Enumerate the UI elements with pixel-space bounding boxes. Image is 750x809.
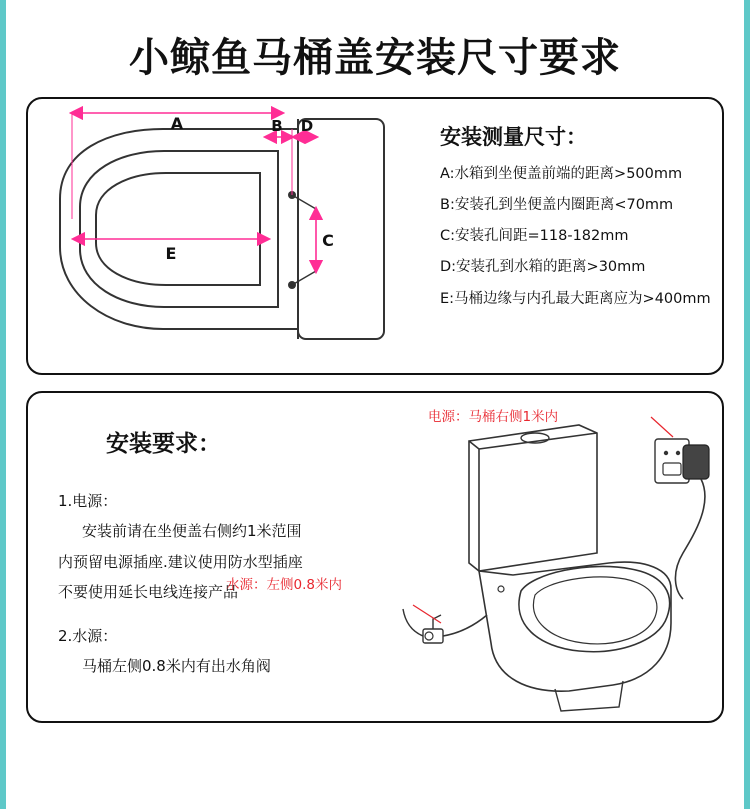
requirement-water-title: 2.水源： [58,627,118,645]
svg-text:C: C [322,231,334,250]
requirement-water [58,623,388,680]
spec-line-b: B:安装孔到坐便盖内圈距离<70mm [440,197,674,214]
requirement-power-title: 1.电源： [58,492,118,510]
page-title: 小鲸鱼马桶盖安装尺寸要求 [129,35,621,81]
spec-line-d: D:安装孔到水箱的距离>30mm [440,259,646,276]
requirements-heading: 安装要求： [106,431,221,457]
svg-text:A: A [170,114,184,133]
spec-line-a: A:水箱到坐便盖前端的距离>500mm [440,166,683,182]
toilet-seat-dimension-diagram [28,99,438,373]
toilet-installation-illustration [383,393,733,723]
spec-line-c: C:安装孔间距=118-182mm [440,228,629,245]
spec-line-e: E:马桶边缘与内孔最大距离应为>400mm [440,290,711,307]
requirement-power-line-1: 安装前请在坐便盖右侧约1米范围 [82,522,302,541]
requirement-water-line-1: 马桶左侧0.8米内有出水角阀 [82,657,271,676]
dimensions-panel [26,97,724,375]
water-callout-label: 水源：左侧0.8米内 [226,577,342,593]
svg-text:E: E [165,244,177,263]
power-callout-label: 电源：马桶右侧1米内 [428,409,559,425]
specs-list [440,121,730,321]
specs-heading: 安装测量尺寸： [440,125,587,149]
svg-text:B: B [271,117,283,135]
svg-text:D: D [300,117,314,135]
requirement-power-line-2: 内预留电源插座.建议使用防水型插座 [58,552,303,571]
installation-requirements-panel [26,391,724,723]
requirement-power-line-3: 不要使用延长电线连接产品 [58,582,239,601]
